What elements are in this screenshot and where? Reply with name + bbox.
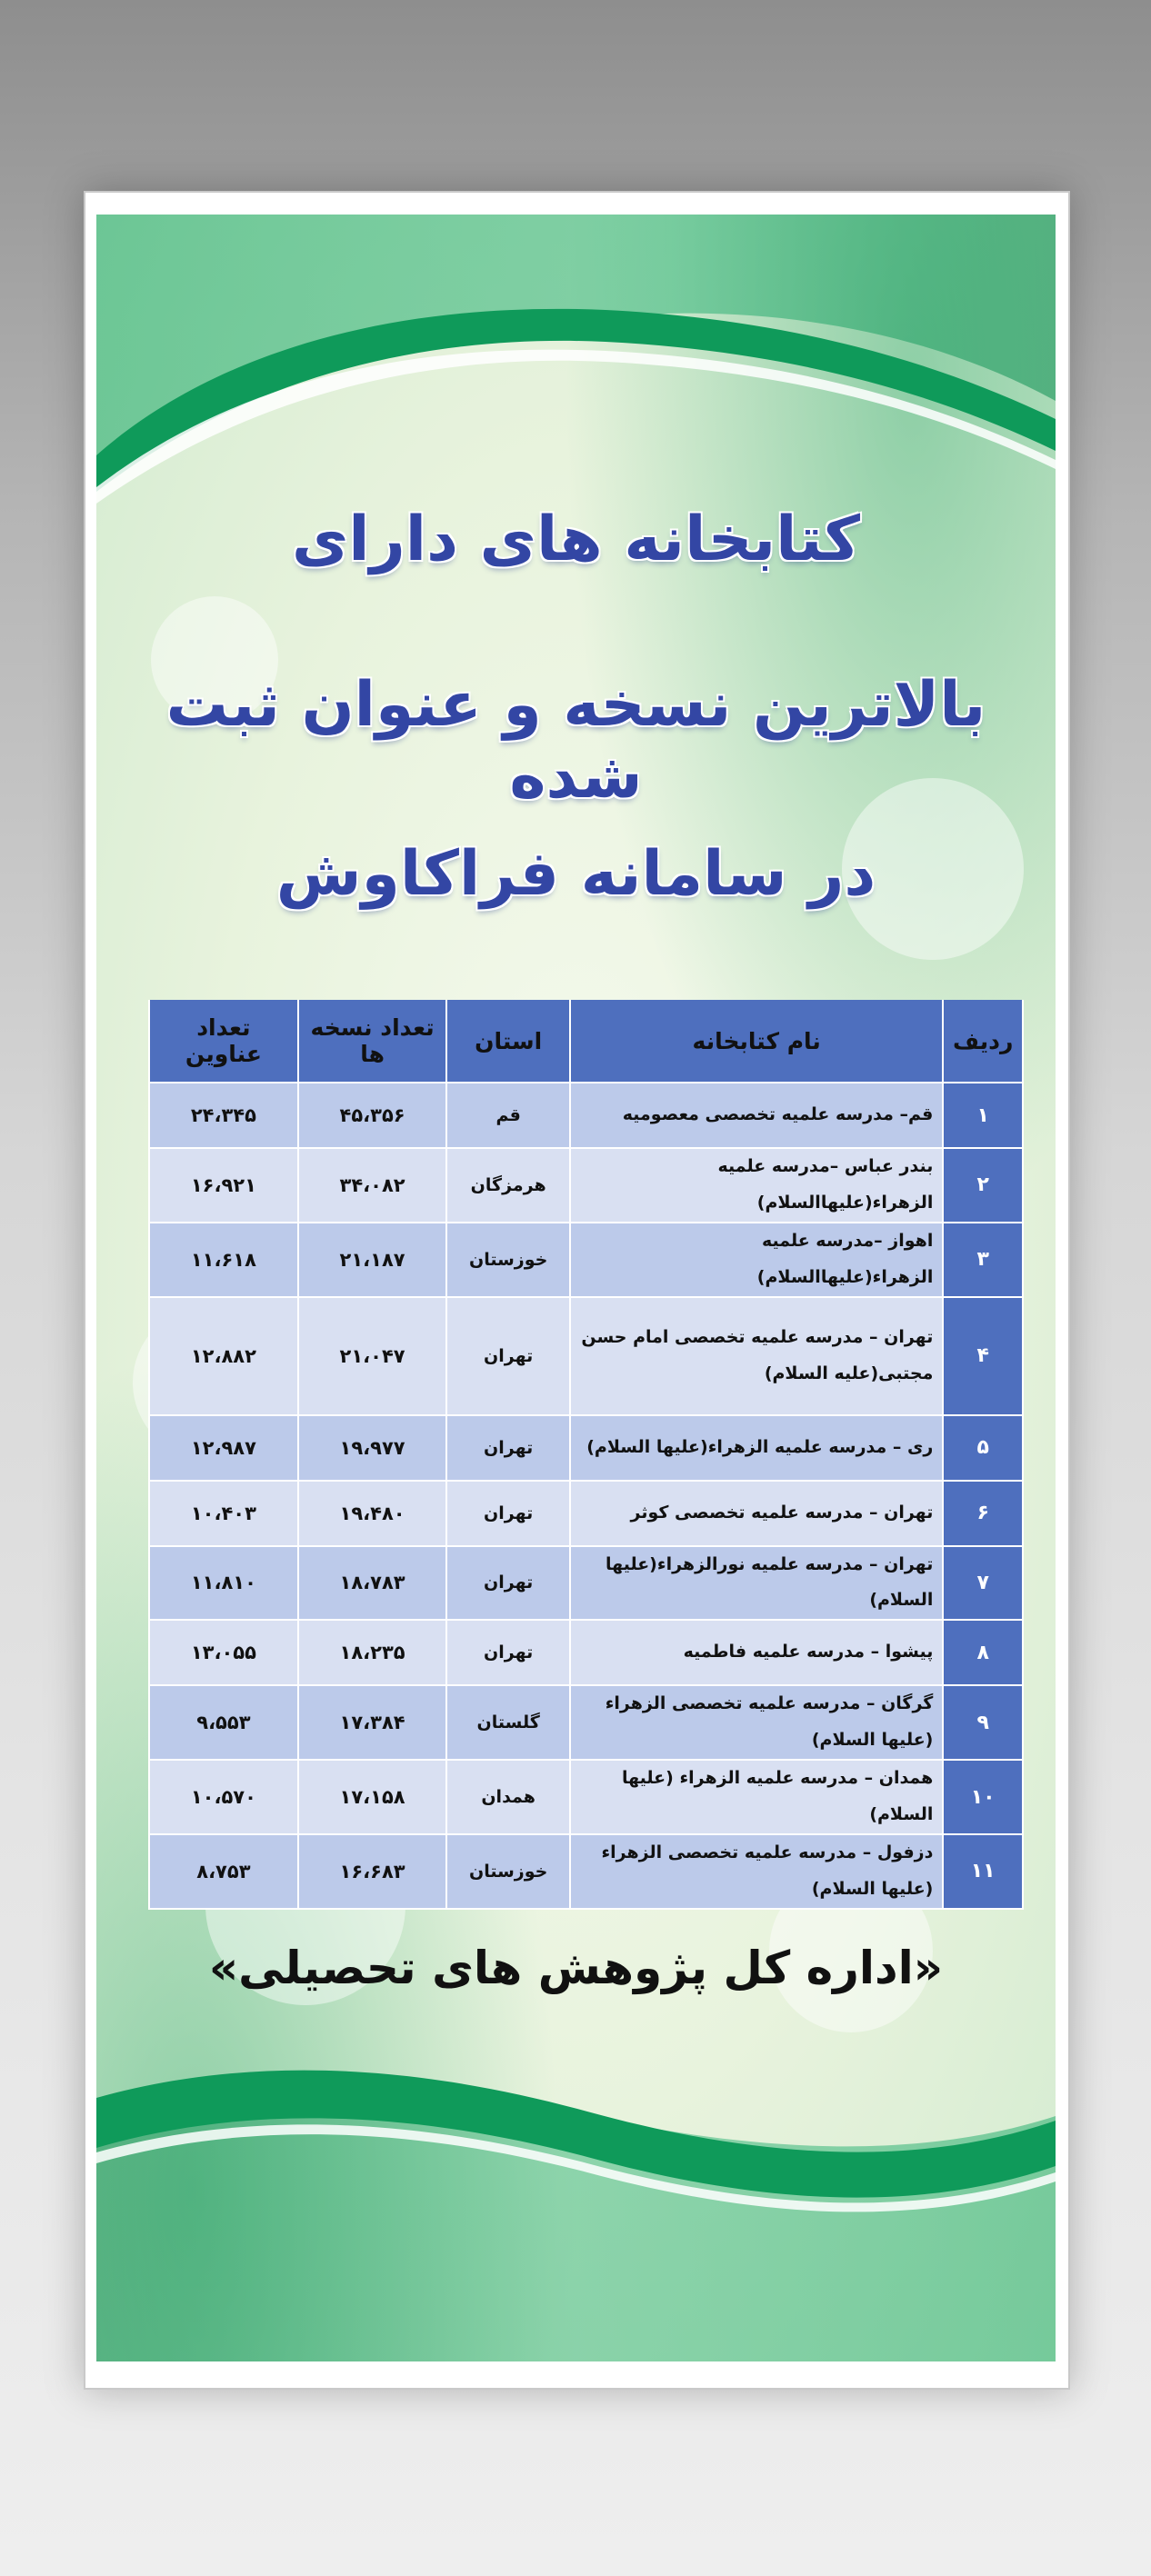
copies-count: ۱۸،۷۸۳ <box>298 1546 447 1621</box>
province: تهران <box>446 1620 570 1685</box>
table-row <box>149 1148 1023 1223</box>
copies-count: ۱۷،۳۸۴ <box>298 1685 447 1760</box>
province: تهران <box>446 1415 570 1481</box>
row-number: ۴ <box>943 1297 1023 1415</box>
row-number: ۷ <box>943 1546 1023 1621</box>
copies-count: ۱۷،۱۵۸ <box>298 1760 447 1834</box>
titles-count: ۱۱،۶۱۸ <box>149 1223 298 1297</box>
copies-count: ۱۹،۹۷۷ <box>298 1415 447 1481</box>
province: تهران <box>446 1546 570 1621</box>
titles-count: ۱۲،۹۸۷ <box>149 1415 298 1481</box>
province: تهران <box>446 1481 570 1546</box>
library-name: ری – مدرسه علمیه الزهراء(علیها السلام) <box>570 1415 943 1481</box>
library-name: تهران – مدرسه علمیه تخصصی امام حسن مجتبی(علیه السلام) <box>570 1297 943 1415</box>
province: خوزستان <box>446 1223 570 1297</box>
copies-count: ۲۱،۰۴۷ <box>298 1297 447 1415</box>
titles-count: ۲۴،۳۴۵ <box>149 1083 298 1148</box>
titles-count: ۱۰،۵۷۰ <box>149 1760 298 1834</box>
library-name: پیشوا – مدرسه علمیه فاطمیه <box>570 1620 943 1685</box>
table-row <box>149 1297 1023 1415</box>
titles-count: ۱۱،۸۱۰ <box>149 1546 298 1621</box>
row-number: ۲ <box>943 1148 1023 1223</box>
header-titles: تعداد عناوین <box>149 1000 298 1083</box>
library-name: اهواز –مدرسه علمیه الزهراء(علیهاالسلام) <box>570 1223 943 1297</box>
titles-count: ۸،۷۵۳ <box>149 1834 298 1909</box>
library-name: بندر عباس –مدرسه علمیه الزهراء(علیهاالسلام) <box>570 1148 943 1223</box>
library-name: تهران – مدرسه علمیه نورالزهراء(علیها السلام) <box>570 1546 943 1621</box>
header-row-number: ردیف <box>943 1000 1023 1083</box>
header-copies: تعداد نسخه ها <box>298 1000 447 1083</box>
province: هرمزگان <box>446 1148 570 1223</box>
province: قم <box>446 1083 570 1148</box>
copies-count: ۴۵،۳۵۶ <box>298 1083 447 1148</box>
table-row <box>149 1481 1023 1546</box>
header-library-name: نام کتابخانه <box>570 1000 943 1083</box>
title-line-2: بالاترین نسخه و عنوان ثبت شده <box>165 669 986 813</box>
titles-count: ۹،۵۵۳ <box>149 1685 298 1760</box>
province: گلستان <box>446 1685 570 1760</box>
row-number: ۶ <box>943 1481 1023 1546</box>
table-row <box>149 1685 1023 1760</box>
table-header-row <box>149 1000 1023 1083</box>
row-number: ۵ <box>943 1415 1023 1481</box>
library-name: قم– مدرسه علمیه تخصصی معصومیه <box>570 1083 943 1148</box>
libraries-table <box>148 1000 1024 1910</box>
province: تهران <box>446 1297 570 1415</box>
row-number: ۳ <box>943 1223 1023 1297</box>
footer-organization: «اداره کل پژوهش های تحصیلی» <box>208 1942 944 1994</box>
library-name: گرگان – مدرسه علمیه تخصصی الزهراء (علیها السلام) <box>570 1685 943 1760</box>
top-wave-decoration <box>96 215 1056 542</box>
row-number: ۱۰ <box>943 1760 1023 1834</box>
table-row <box>149 1223 1023 1297</box>
titles-count: ۱۳،۰۵۵ <box>149 1620 298 1685</box>
table-row <box>149 1620 1023 1685</box>
title-line-1: کتابخانه های دارای <box>291 504 860 575</box>
library-name: همدان – مدرسه علمیه الزهراء (علیها السلام) <box>570 1760 943 1834</box>
copies-count: ۱۸،۲۳۵ <box>298 1620 447 1685</box>
row-number: ۱۱ <box>943 1834 1023 1909</box>
bottom-wave-decoration <box>96 2062 1056 2361</box>
table-row <box>149 1083 1023 1148</box>
province: همدان <box>446 1760 570 1834</box>
copies-count: ۳۴،۰۸۲ <box>298 1148 447 1223</box>
table-row <box>149 1546 1023 1621</box>
row-number: ۱ <box>943 1083 1023 1148</box>
titles-count: ۱۰،۴۰۳ <box>149 1481 298 1546</box>
province: خوزستان <box>446 1834 570 1909</box>
table-row <box>149 1834 1023 1909</box>
poster-frame <box>84 191 1070 2390</box>
table-row <box>149 1415 1023 1481</box>
row-number: ۹ <box>943 1685 1023 1760</box>
library-name: تهران – مدرسه علمیه تخصصی کوثر <box>570 1481 943 1546</box>
library-name: دزفول – مدرسه علمیه تخصصی الزهراء (علیها السلام) <box>570 1834 943 1909</box>
title-line-3: در سامانه فراکاوش <box>275 838 876 910</box>
copies-count: ۲۱،۱۸۷ <box>298 1223 447 1297</box>
table-row <box>149 1760 1023 1834</box>
copies-count: ۱۹،۴۸۰ <box>298 1481 447 1546</box>
poster <box>96 215 1056 2361</box>
titles-count: ۱۲،۸۸۲ <box>149 1297 298 1415</box>
titles-count: ۱۶،۹۲۱ <box>149 1148 298 1223</box>
copies-count: ۱۶،۶۸۳ <box>298 1834 447 1909</box>
header-province: استان <box>446 1000 570 1083</box>
row-number: ۸ <box>943 1620 1023 1685</box>
